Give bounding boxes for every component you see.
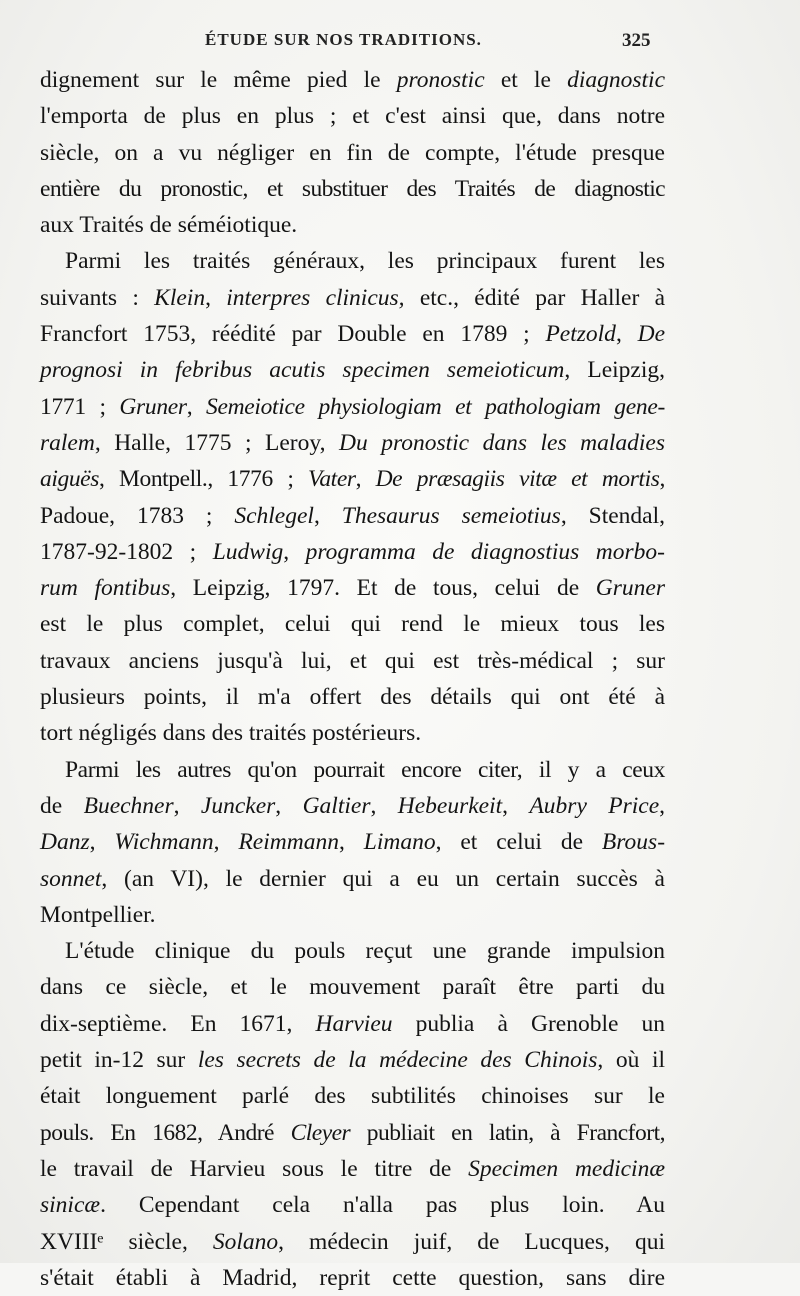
text-line: s'était établi à Madrid, reprit cette question, sans dire xyxy=(40,1264,665,1291)
text-line: sonnet, (an VI), le dernier qui a eu un certain succès à xyxy=(40,865,665,892)
text-line: 1787-92-1802 ; Ludwig, programma de diagnostius morbo- xyxy=(40,538,666,565)
text-line: Parmi les traités généraux, les principaux furent les xyxy=(65,248,665,275)
text-line: tort négligés dans des traités postérieurs. xyxy=(40,720,422,747)
text-line: sinicæ. Cependant cela n'alla pas plus loin. Au xyxy=(40,1192,665,1219)
text-line: ralem, Halle, 1775 ; Leroy, Du pronostic dans les maladies xyxy=(40,429,665,456)
text-line: le travail de Harvieu sous le titre de Specimen medicinæ xyxy=(40,1155,666,1182)
text-line: rum fontibus, Leipzig, 1797. Et de tous, celui de Gruner xyxy=(40,575,665,602)
text-line: était longuement parlé des subtilités chinoises sur le xyxy=(40,1083,665,1110)
running-head xyxy=(0,30,800,54)
text-line: dignement sur le même pied le pronostic et le diagnostic xyxy=(40,67,666,93)
body-text xyxy=(40,62,665,1296)
text-line: siècle, on a vu négliger en fin de compte, l'étude presque xyxy=(40,139,665,166)
text-line: Padoue, 1783 ; Schlegel, Thesaurus semeiotius, Stendal, xyxy=(40,502,665,529)
text-line: prognosi in febribus acutis specimen semeioticum, Leipzig, xyxy=(40,357,666,384)
text-line: Danz, Wichmann, Reimmann, Limano, et celui de Brous- xyxy=(40,829,666,856)
text-line: est le plus complet, celui qui rend le mieux tous les xyxy=(40,611,665,638)
text-line: travaux anciens jusqu'à lui, et qui est très-médical ; sur xyxy=(40,647,665,674)
text-line: Francfort 1753, réédité par Double en 1789 ; Petzold, De xyxy=(40,321,666,348)
text-line: de Buechner, Juncker, Galtier, Hebeurkeit, Aubry Price, xyxy=(40,792,666,819)
text-line: l'emporta de plus en plus ; et c'est ainsi que, dans notre xyxy=(40,103,665,130)
text-line: aiguës, Montpell., 1776 ; Vater, De præsagiis vitæ et mortis, xyxy=(40,466,665,493)
text-line: 1771 ; Gruner, Semeiotice physiologiam et pathologiam gene- xyxy=(40,393,665,420)
text-line: entière du pronostic, et substituer des Traités de diagnostic xyxy=(40,175,665,202)
text-line: XVIIIᵉ siècle, Solano, médecin juif, de Lucques, qui xyxy=(40,1228,665,1255)
text-line: plusieurs points, il m'a offert des détails qui ont été à xyxy=(40,684,665,711)
text-line: dix-septième. En 1671, Harvieu publia à Grenoble un xyxy=(40,1010,666,1037)
text-line: pouls. En 1682, André Cleyer publiait en latin, à Francfort, xyxy=(40,1119,665,1146)
text-line: aux Traités de séméiotique. xyxy=(40,212,298,239)
text-line: suivants : Klein, interpres clinicus, etc., édité par Haller à xyxy=(40,284,666,311)
running-head-title: ÉTUDE SUR NOS TRADITIONS. xyxy=(205,30,482,49)
text-line: Parmi les autres qu'on pourrait encore citer, il y a ceux xyxy=(65,756,665,783)
text-line: dans ce siècle, et le mouvement paraît être parti du xyxy=(40,974,665,1001)
text-line: Montpellier. xyxy=(40,901,156,928)
page-number: 325 xyxy=(622,30,651,51)
text-line: petit in-12 sur les secrets de la médecine des Chinois, où il xyxy=(40,1047,666,1074)
text-line: L'étude clinique du pouls reçut une grande impulsion xyxy=(65,938,665,965)
